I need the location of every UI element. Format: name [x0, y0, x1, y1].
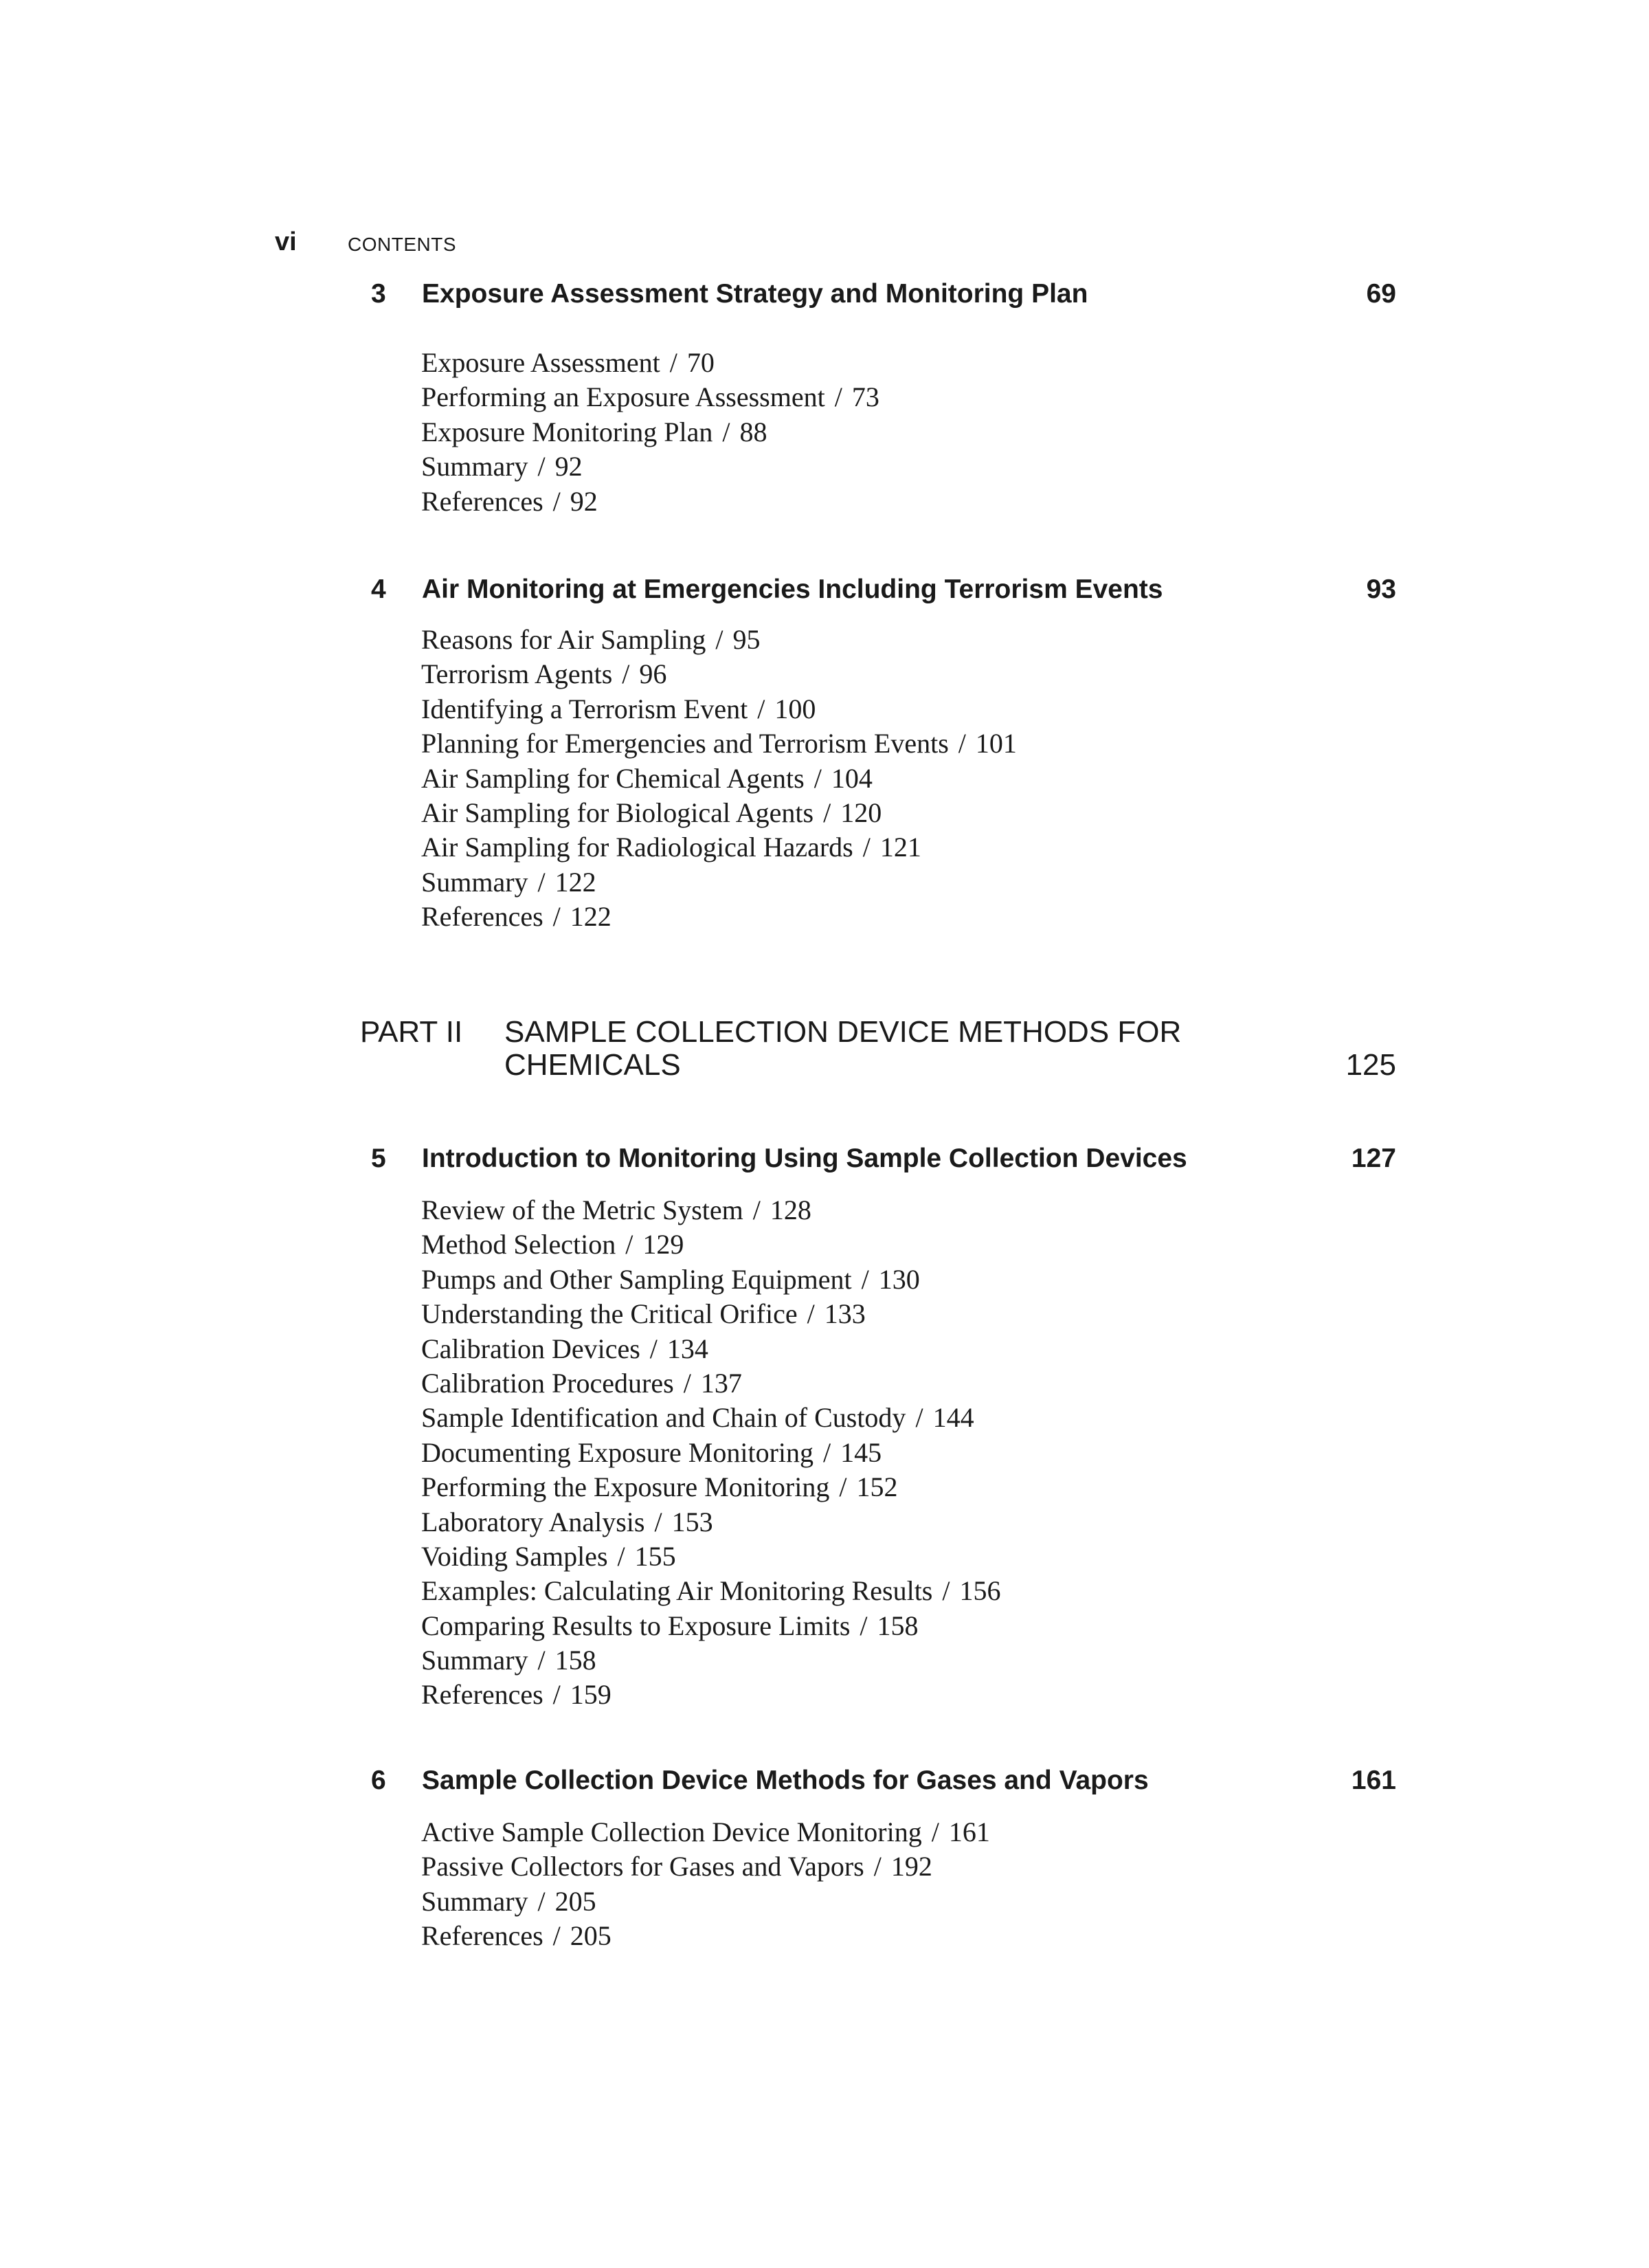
chapter-number: 3 [371, 279, 386, 309]
entry-page: 145 [840, 1436, 882, 1468]
entry-page: 130 [878, 1263, 920, 1295]
entry-separator: / [649, 1333, 658, 1364]
toc-entry [421, 1609, 1001, 1643]
entry-page: 88 [739, 416, 767, 447]
entry-title: Understanding the Critical Orifice [421, 1298, 798, 1330]
entry-separator: / [537, 451, 546, 482]
toc-entry [421, 1815, 990, 1849]
entry-page: 205 [554, 1885, 596, 1917]
entry-title: Voiding Samples [421, 1540, 608, 1572]
entry-separator: / [915, 1402, 923, 1434]
entry-title: Summary [421, 1645, 528, 1676]
entry-page: 73 [851, 381, 879, 413]
entry-title: References [421, 1679, 543, 1711]
part-heading [360, 1016, 1396, 1091]
entry-separator: / [537, 866, 546, 898]
entry-page: 100 [774, 693, 816, 724]
chapter-number: 6 [371, 1766, 386, 1795]
entry-separator: / [669, 347, 677, 378]
part-title-line-1: SAMPLE COLLECTION DEVICE METHODS FOR [504, 1015, 1182, 1049]
entry-title: Sample Identification and Chain of Custody [421, 1402, 906, 1434]
part-page: 125 [1345, 1048, 1396, 1082]
page-folio: vi [275, 227, 297, 256]
entry-title: References [421, 485, 543, 517]
entry-title: Exposure Monitoring Plan [421, 416, 713, 447]
entry-page: 133 [824, 1298, 866, 1330]
entry-page: 153 [671, 1506, 713, 1537]
toc-entry [421, 1885, 990, 1919]
chapter-6-entries [421, 1815, 990, 1954]
toc-entry [421, 346, 879, 380]
chapter-page: 161 [1351, 1766, 1396, 1795]
entry-title: Summary [421, 451, 528, 482]
entry-page: 144 [932, 1402, 974, 1434]
toc-entry [421, 415, 879, 449]
entry-title: Reasons for Air Sampling [421, 624, 706, 655]
entry-separator: / [537, 1645, 546, 1676]
toc-entry [421, 1849, 990, 1884]
entry-title: Exposure Assessment [421, 347, 660, 378]
entry-separator: / [931, 1816, 939, 1847]
toc-entry [421, 830, 1017, 865]
entry-separator: / [552, 901, 561, 933]
entry-separator: / [958, 728, 966, 759]
entry-separator: / [617, 1540, 625, 1572]
toc-entry [421, 726, 1017, 761]
entry-separator: / [942, 1575, 950, 1607]
toc-entry [421, 900, 1017, 934]
toc-entry [421, 1643, 1001, 1678]
entry-title: Pumps and Other Sampling Equipment [421, 1263, 852, 1295]
running-title: CONTENTS [348, 234, 456, 255]
entry-page: 155 [634, 1540, 676, 1572]
entry-separator: / [552, 1679, 561, 1711]
entry-separator: / [860, 1610, 868, 1641]
entry-page: 70 [686, 347, 715, 378]
entry-page: 134 [666, 1333, 708, 1364]
toc-entry [421, 1436, 1001, 1470]
toc-entry [421, 1366, 1001, 1401]
toc-entry [421, 1332, 1001, 1366]
toc-entry [421, 1505, 1001, 1539]
entry-title: Performing the Exposure Monitoring [421, 1471, 830, 1503]
entry-separator: / [752, 1194, 761, 1225]
entry-page: 122 [570, 901, 612, 933]
entry-page: 158 [554, 1645, 596, 1676]
chapter-title: Introduction to Monitoring Using Sample Collection Devices [422, 1144, 1187, 1173]
toc-entry [421, 761, 1017, 796]
chapter-title: Air Monitoring at Emergencies Including Terrorism Events [422, 575, 1163, 604]
entry-page: 158 [877, 1610, 919, 1641]
entry-title: Planning for Emergencies and Terrorism Events [421, 728, 949, 759]
entry-page: 92 [554, 451, 583, 482]
entry-page: 205 [570, 1920, 612, 1952]
entry-separator: / [861, 1263, 869, 1295]
chapter-4-entries [421, 623, 1017, 935]
entry-separator: / [873, 1851, 882, 1882]
entry-page: 129 [642, 1229, 684, 1260]
entry-title: Calibration Procedures [421, 1367, 674, 1399]
entry-title: Passive Collectors for Gases and Vapors [421, 1851, 864, 1882]
entry-title: Air Sampling for Radiological Hazards [421, 832, 853, 863]
chapter-3-entries [421, 346, 879, 519]
entry-separator: / [625, 1229, 633, 1260]
entry-page: 161 [948, 1816, 990, 1847]
chapter-6-heading [371, 1761, 1396, 1800]
running-head [275, 227, 1395, 268]
entry-page: 95 [732, 624, 761, 655]
entry-page: 92 [570, 485, 598, 517]
entry-title: Air Sampling for Chemical Agents [421, 762, 805, 794]
entry-title: References [421, 1920, 543, 1952]
entry-title: Method Selection [421, 1229, 616, 1260]
entry-separator: / [834, 381, 842, 413]
toc-entry [421, 865, 1017, 900]
chapter-title: Sample Collection Device Methods for Gases and Vapors [422, 1766, 1149, 1795]
chapter-3-heading [371, 275, 1396, 313]
toc-entry [421, 623, 1017, 657]
chapter-number: 4 [371, 575, 386, 604]
toc-entry [421, 1193, 1001, 1227]
entry-page: 137 [700, 1367, 742, 1399]
toc-entry [421, 1263, 1001, 1297]
part-label: PART II [360, 1015, 463, 1049]
entry-title: Laboratory Analysis [421, 1506, 645, 1537]
entry-title: Calibration Devices [421, 1333, 640, 1364]
entry-separator: / [823, 1436, 831, 1468]
chapter-page: 127 [1351, 1144, 1396, 1173]
toc-entry [421, 380, 879, 414]
entry-separator: / [552, 1920, 561, 1952]
entry-page: 156 [959, 1575, 1001, 1607]
entry-separator: / [552, 485, 561, 517]
toc-entry [421, 449, 879, 484]
entry-title: Identifying a Terrorism Event [421, 693, 748, 724]
entry-title: Documenting Exposure Monitoring [421, 1436, 814, 1468]
entry-separator: / [622, 658, 630, 690]
toc-entry [421, 1574, 1001, 1608]
entry-title: Comparing Results to Exposure Limits [421, 1610, 851, 1641]
toc-entry [421, 1678, 1001, 1712]
entry-separator: / [683, 1367, 691, 1399]
toc-entry [421, 692, 1017, 726]
entry-separator: / [839, 1471, 847, 1503]
entry-page: 96 [639, 658, 667, 690]
toc-entry [421, 485, 879, 519]
chapter-4-heading [371, 570, 1396, 609]
entry-separator: / [862, 832, 871, 863]
entry-title: References [421, 901, 543, 933]
entry-separator: / [757, 693, 765, 724]
toc-entry [421, 1919, 990, 1953]
entry-page: 122 [554, 866, 596, 898]
entry-page: 192 [890, 1851, 932, 1882]
entry-title: Air Sampling for Biological Agents [421, 797, 814, 828]
entry-page: 128 [770, 1194, 811, 1225]
entry-page: 152 [856, 1471, 898, 1503]
entry-separator: / [823, 797, 831, 828]
chapter-5-entries [421, 1193, 1001, 1713]
toc-entry [421, 1401, 1001, 1435]
toc-entry [421, 657, 1017, 691]
entry-title: Terrorism Agents [421, 658, 613, 690]
entry-separator: / [722, 416, 730, 447]
entry-page: 120 [840, 797, 882, 828]
part-title-line-2: CHEMICALS [504, 1048, 681, 1082]
entry-page: 104 [831, 762, 873, 794]
entry-title: Summary [421, 1885, 528, 1917]
entry-title: Review of the Metric System [421, 1194, 743, 1225]
entry-separator: / [715, 624, 723, 655]
entry-separator: / [814, 762, 822, 794]
toc-entry [421, 1227, 1001, 1262]
toc-entry [421, 1470, 1001, 1504]
entry-title: Summary [421, 866, 528, 898]
entry-separator: / [537, 1885, 546, 1917]
entry-title: Performing an Exposure Assessment [421, 381, 825, 413]
chapter-5-heading [371, 1139, 1396, 1178]
entry-page: 101 [975, 728, 1017, 759]
entry-title: Examples: Calculating Air Monitoring Results [421, 1575, 933, 1607]
chapter-page: 69 [1366, 279, 1396, 309]
toc-entry [421, 796, 1017, 830]
entry-page: 121 [879, 832, 921, 863]
entry-title: Active Sample Collection Device Monitoring [421, 1816, 922, 1847]
entry-separator: / [807, 1298, 815, 1330]
chapter-title: Exposure Assessment Strategy and Monitoring Plan [422, 279, 1088, 309]
toc-entry [421, 1539, 1001, 1574]
toc-entry [421, 1297, 1001, 1331]
chapter-page: 93 [1366, 575, 1396, 604]
entry-page: 159 [570, 1679, 612, 1711]
chapter-number: 5 [371, 1144, 386, 1173]
entry-separator: / [654, 1506, 662, 1537]
